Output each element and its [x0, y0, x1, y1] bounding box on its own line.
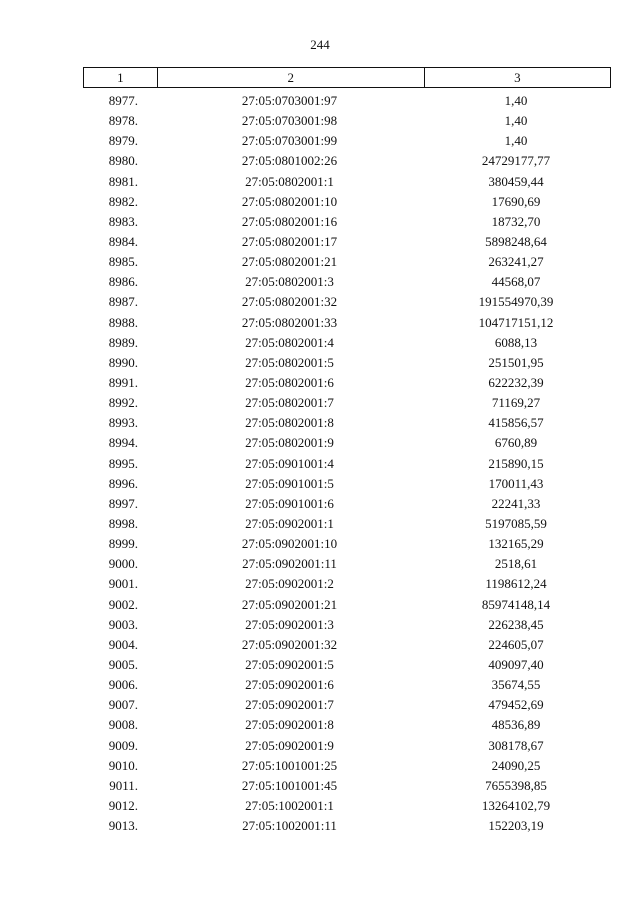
row-number-cell: 8999. [108, 536, 138, 552]
table-row [83, 715, 611, 735]
value-cell: 24729177,77 [481, 153, 551, 169]
table-row [83, 474, 611, 494]
table-row [83, 232, 611, 252]
table-row [83, 534, 611, 554]
table-row [83, 736, 611, 756]
table-row [83, 615, 611, 635]
value-cell: 1,40 [504, 133, 528, 149]
value-cell: 170011,43 [488, 475, 544, 491]
row-number-cell: 8980. [108, 153, 138, 169]
value-cell: 263241,27 [488, 254, 544, 270]
value-cell: 24090,25 [491, 757, 541, 773]
value-cell: 7655398,85 [485, 777, 547, 793]
cadastral-number-cell: 27:05:0901001:6 [245, 495, 334, 511]
row-number-cell: 8993. [108, 415, 138, 431]
value-cell: 17690,69 [491, 193, 541, 209]
table-row [83, 393, 611, 413]
cadastral-number-cell: 27:05:0902001:10 [241, 536, 338, 552]
table-row [83, 494, 611, 514]
value-cell: 308178,67 [488, 737, 544, 753]
row-number-cell: 9007. [108, 697, 138, 713]
cadastral-number-cell: 27:05:0901001:5 [245, 475, 334, 491]
row-number-cell: 8987. [108, 294, 138, 310]
table-row [83, 292, 611, 312]
table-row [83, 272, 611, 292]
cadastral-number-cell: 27:05:0902001:6 [245, 677, 334, 693]
value-cell: 35674,55 [491, 677, 541, 693]
table-row [83, 151, 611, 171]
row-number-cell: 9009. [108, 737, 138, 753]
cadastral-number-cell: 27:05:0802001:16 [241, 213, 338, 229]
table-row [83, 252, 611, 272]
cadastral-number-cell: 27:05:0802001:5 [245, 354, 334, 370]
row-number-cell: 9012. [108, 797, 138, 813]
cadastral-number-cell: 27:05:0902001:2 [245, 576, 334, 592]
row-number-cell: 9005. [108, 656, 138, 672]
value-cell: 152203,19 [488, 818, 544, 834]
cadastral-number-cell: 27:05:0902001:11 [242, 556, 337, 572]
cadastral-number-cell: 27:05:0802001:1 [245, 173, 334, 189]
row-number-cell: 9011. [109, 777, 138, 793]
row-number-cell: 8983. [108, 213, 138, 229]
value-cell: 48536,89 [491, 717, 541, 733]
cadastral-number-cell: 27:05:1002001:11 [242, 818, 337, 834]
table-body [83, 91, 611, 836]
value-cell: 380459,44 [488, 173, 544, 189]
value-cell: 132165,29 [488, 536, 544, 552]
table-row [83, 131, 611, 151]
row-number-cell: 8990. [108, 354, 138, 370]
row-number-cell: 8992. [108, 395, 138, 411]
row-number-cell: 8977. [108, 93, 138, 108]
value-cell: 191554970,39 [478, 294, 554, 310]
table-row [83, 111, 611, 131]
cadastral-number-cell: 27:05:0902001:32 [241, 636, 338, 652]
cadastral-number-cell: 27:05:0902001:7 [245, 697, 334, 713]
cadastral-number-cell: 27:05:0703001:98 [241, 113, 338, 129]
cadastral-number-cell: 27:05:0802001:6 [245, 374, 334, 390]
value-cell: 22241,33 [491, 495, 541, 511]
header-cell-col3: 3 [514, 70, 521, 85]
row-number-cell: 8995. [108, 455, 138, 471]
row-number-cell: 8991. [108, 374, 138, 390]
cadastral-number-cell: 27:05:0802001:33 [241, 314, 338, 330]
value-cell: 409097,40 [488, 656, 544, 672]
cadastral-number-cell: 27:05:0802001:4 [245, 334, 334, 350]
table-row [83, 776, 611, 796]
row-number-cell: 9013. [108, 818, 138, 834]
cadastral-number-cell: 27:05:0902001:9 [245, 737, 334, 753]
table-row [83, 816, 611, 836]
row-number-cell: 9008. [108, 717, 138, 733]
row-number-cell: 8979. [108, 133, 138, 149]
value-cell: 1,40 [504, 93, 528, 108]
row-number-cell: 8997. [108, 495, 138, 511]
cadastral-number-cell: 27:05:0902001:21 [241, 596, 338, 612]
cadastral-number-cell: 27:05:0902001:3 [245, 616, 334, 632]
table-row [83, 333, 611, 353]
cadastral-number-cell: 27:05:0703001:99 [241, 133, 338, 149]
value-cell: 104717151,12 [478, 314, 554, 330]
table-row [83, 192, 611, 212]
table-header [83, 67, 611, 88]
table-row [83, 655, 611, 675]
row-number-cell: 9010. [108, 757, 138, 773]
table-row [83, 595, 611, 615]
table-row [83, 413, 611, 433]
header-cell-col2: 2 [158, 68, 425, 87]
row-number-cell: 8978. [108, 113, 138, 129]
row-number-cell: 8984. [108, 233, 138, 249]
value-cell: 1198612,24 [485, 576, 547, 592]
row-number-cell: 9004. [108, 636, 138, 652]
value-cell: 44568,07 [491, 274, 541, 290]
value-cell: 85974148,14 [481, 596, 551, 612]
table-row [83, 172, 611, 192]
value-cell: 5898248,64 [485, 233, 547, 249]
row-number-cell: 8981. [108, 173, 138, 189]
table-row [83, 695, 611, 715]
table-row [83, 373, 611, 393]
value-cell: 13264102,79 [481, 797, 551, 813]
value-cell: 251501,95 [488, 354, 544, 370]
table-row [83, 353, 611, 373]
table-row [83, 514, 611, 534]
cadastral-number-cell: 27:05:0802001:8 [245, 415, 334, 431]
cadastral-number-cell: 27:05:1002001:1 [245, 797, 334, 813]
table-row [83, 91, 611, 111]
table-row [83, 574, 611, 594]
cadastral-number-cell: 27:05:1001001:25 [241, 757, 338, 773]
row-number-cell: 9006. [108, 677, 138, 693]
value-cell: 6760,89 [494, 435, 538, 451]
value-cell: 226238,45 [488, 616, 544, 632]
table-row [83, 635, 611, 655]
cadastral-number-cell: 27:05:0703001:97 [241, 93, 338, 108]
row-number-cell: 8986. [108, 274, 138, 290]
value-cell: 479452,69 [488, 697, 544, 713]
table-row [83, 212, 611, 232]
value-cell: 71169,27 [491, 395, 541, 411]
value-cell: 6088,13 [494, 334, 538, 350]
cadastral-number-cell: 27:05:0902001:5 [245, 656, 334, 672]
cadastral-number-cell: 27:05:0802001:9 [245, 435, 334, 451]
value-cell: 5197085,59 [485, 515, 547, 531]
cadastral-number-cell: 27:05:0802001:32 [241, 294, 338, 310]
table-row [83, 675, 611, 695]
table-row [83, 796, 611, 816]
cadastral-number-cell: 27:05:0902001:1 [245, 515, 334, 531]
cadastral-number-cell: 27:05:0802001:17 [241, 233, 338, 249]
row-number-cell: 9000. [108, 556, 138, 572]
value-cell: 18732,70 [491, 213, 541, 229]
row-number-cell: 9002. [108, 596, 138, 612]
cadastral-number-cell: 27:05:0802001:7 [245, 395, 334, 411]
header-cell-col1: 1 [84, 68, 158, 87]
cadastral-number-cell: 27:05:0802001:10 [241, 193, 338, 209]
data-table [83, 67, 611, 836]
cadastral-number-cell: 27:05:0802001:3 [245, 274, 334, 290]
cadastral-number-cell: 27:05:0902001:8 [245, 717, 334, 733]
table-row [83, 756, 611, 776]
cadastral-number-cell: 27:05:0802001:21 [241, 254, 338, 270]
row-number-cell: 9001. [108, 576, 138, 592]
table-row [83, 554, 611, 574]
value-cell: 224605,07 [488, 636, 544, 652]
row-number-cell: 9003. [108, 616, 138, 632]
table-row [83, 313, 611, 333]
cadastral-number-cell: 27:05:0801002:26 [241, 153, 338, 169]
value-cell: 215890,15 [488, 455, 544, 471]
row-number-cell: 8982. [108, 193, 138, 209]
table-row [83, 454, 611, 474]
row-number-cell: 8998. [108, 515, 138, 531]
value-cell: 415856,57 [488, 415, 544, 431]
row-number-cell: 8994. [108, 435, 138, 451]
value-cell: 1,40 [504, 113, 528, 129]
row-number-cell: 8985. [108, 254, 138, 270]
value-cell: 622232,39 [488, 374, 544, 390]
cadastral-number-cell: 27:05:0901001:4 [245, 455, 334, 471]
table-row [83, 433, 611, 453]
row-number-cell: 8989. [108, 334, 138, 350]
value-cell: 2518,61 [494, 556, 538, 572]
row-number-cell: 8988. [108, 314, 138, 330]
cadastral-number-cell: 27:05:1001001:45 [241, 777, 338, 793]
row-number-cell: 8996. [108, 475, 138, 491]
page-number: 244 [310, 37, 330, 52]
